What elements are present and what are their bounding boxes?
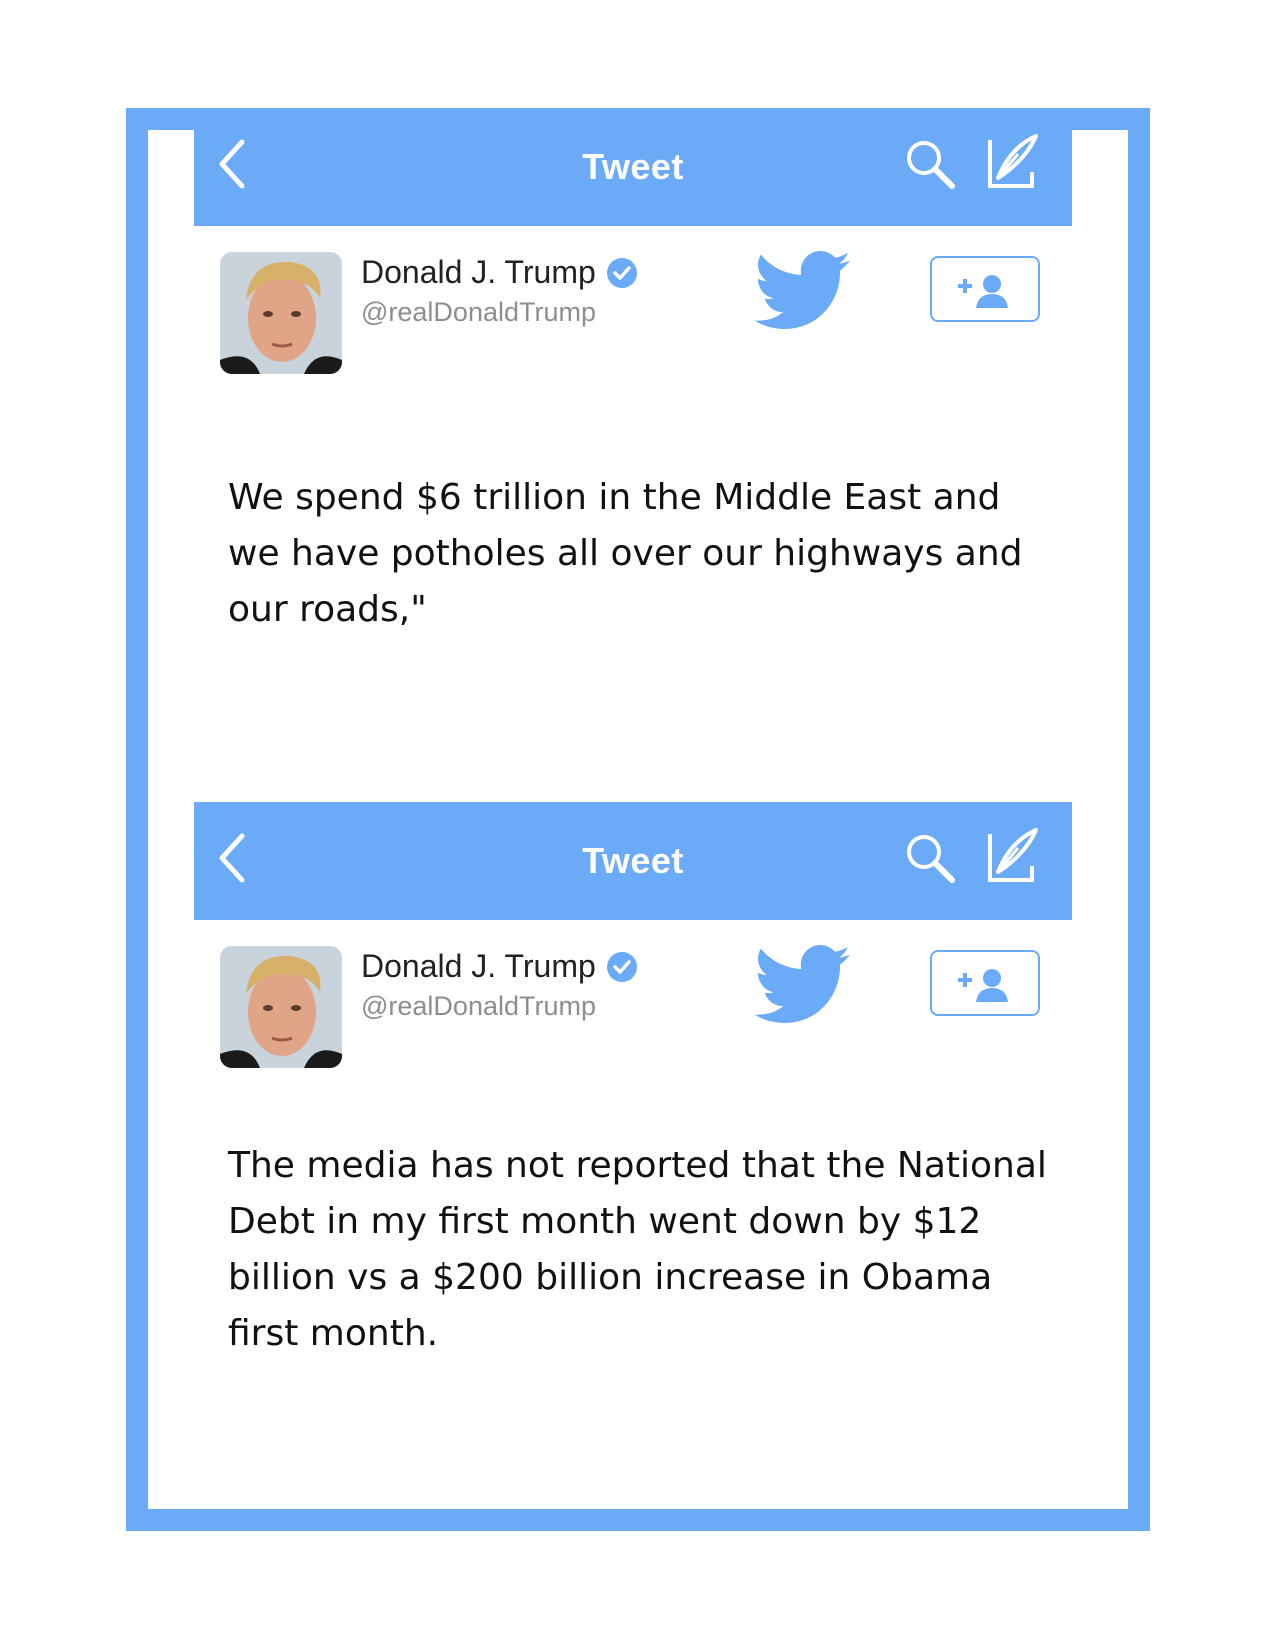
follow-button[interactable] [930, 950, 1040, 1016]
follow-button[interactable] [930, 256, 1040, 322]
avatar[interactable] [220, 252, 342, 374]
search-icon[interactable] [902, 136, 958, 192]
verified-icon [606, 951, 638, 983]
avatar[interactable] [220, 946, 342, 1068]
user-name[interactable] [361, 254, 638, 291]
add-user-icon [954, 270, 1018, 310]
verified-icon [606, 257, 638, 289]
user-handle[interactable]: @realDonaldTrump [361, 991, 596, 1021]
twitter-bird-icon [754, 944, 850, 1026]
nav-title: Tweet [582, 840, 684, 881]
user-name-text: Donald J. Trump [361, 948, 596, 984]
tweet-text: We spend $6 trillion in the Middle East and we have potholes all over our highways and our roads," [228, 477, 1023, 630]
twitter-bird-icon [754, 250, 850, 332]
user-name-text: Donald J. Trump [361, 254, 596, 290]
compose-icon[interactable] [984, 132, 1040, 192]
search-icon[interactable] [902, 830, 958, 886]
add-user-icon [954, 964, 1018, 1004]
user-handle[interactable]: @realDonaldTrump [361, 297, 596, 327]
tweet-nav-bar [194, 108, 1072, 226]
user-name[interactable] [361, 948, 638, 985]
compose-icon[interactable] [984, 826, 1040, 886]
tweet-text: The media has not reported that the National Debt in my first month went down by $12 billion vs a $200 billion increase in Obama first month. [228, 1145, 1047, 1354]
tweet-nav-bar [194, 802, 1072, 920]
nav-title: Tweet [582, 146, 684, 187]
